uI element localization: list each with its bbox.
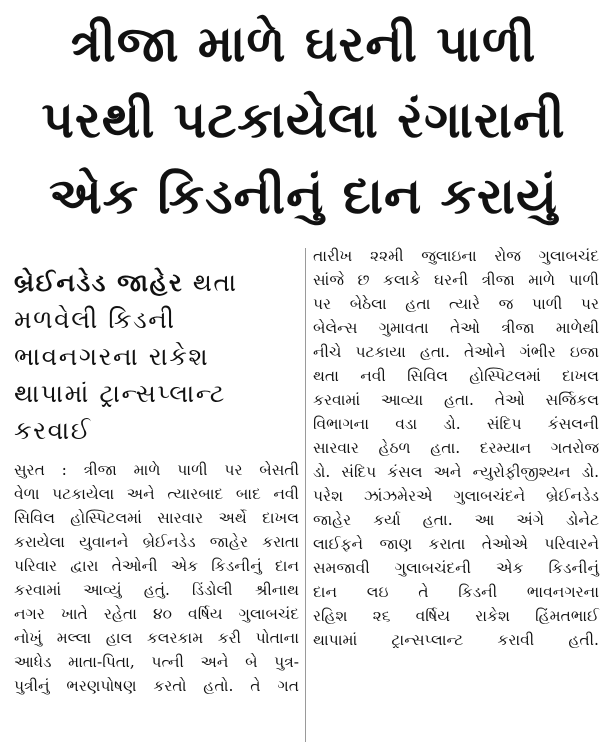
body-right-column [313,244,599,652]
body-line: પરેશ ઝાંઝમેરએ ગુલાબચંદને બ્રેઈનડેડ [313,487,599,505]
body-line: સુરત : ત્રીજા માળે પાળી પર બેસતી [14,461,299,479]
body-line: સિવિલ હોસ્પિટલમાં સારવાર અર્થે દાખલ [14,509,299,527]
body-line: જાહેર કર્યા હતા. આ અંગે ડોનેટ [313,511,599,529]
subhead-line-3: ભાવનગરના રાકેશ [14,342,210,371]
subhead-line-5: કરવાઈ [14,416,92,445]
body-line: થાપામાં ટ્રાન્સપ્લાન્ટ કરાવી હતી. [313,631,599,649]
body-line: નીચે પટકાયા હતા. તેઓને ગંભીર ઇજા [313,343,599,361]
body-line: સમજાવી ગુલાબચંદની એક કિડનીનું [313,559,599,577]
body-line: રહિશ ૨૬ વર્ષિય રાકેશ હિંમતભાઈ [313,607,599,625]
body-line: ડો. સંદિપ કંસલ અને ન્યુરોફીજીશ્યન ડો. [313,463,599,481]
body-line: તારીખ ૨૨મી જુલાઇના રોજ ગુલાબચંદ [313,247,599,265]
headline [0,6,607,234]
body-line: કરવામાં આવ્યું હતું. ડિંડોલી શ્રીનાથ [14,581,299,599]
body-line: આધેડ માતા-પિતા, પત્ની અને બે પુત્ર- [14,653,299,671]
body-line: બેલેન્સ ગુમાવતા તેઓ ત્રીજા માળેથી [313,319,599,337]
body-line: સારવાર હેઠળ હતા. દરમ્યાન ગતરોજ [313,439,599,457]
body-line: નોખું મલ્લા હાલ કલરકામ કરી પોતાના [14,629,299,647]
headline-line-1: ત્રીજા માળે ઘરની પાળી [70,15,537,73]
subhead-line-1 [14,264,292,301]
headline-line-2: પરથી પટકાયેલા રંગારાની [41,91,566,149]
body-line: વિભાગના વડા ડો. સંદિપ કંસલની [313,415,599,433]
body-line: પુત્રીનું ભરણપોષણ કરતો હતો. તે ગત [14,677,299,695]
body-line: પરિવાર દ્વારા તેઓની એક કિડનીનું દાન [14,557,299,575]
body-line: કરવામાં આવ્યા હતા. તેઓ સર્જિકલ [313,391,599,409]
body-line: સાંજે છ કલાકે ઘરની ત્રીજા માળે પાળી [313,271,599,289]
headline-line-3: એક કિડનીનું દાન કરાયું [49,167,558,225]
subhead-bold-phrase: બ્રેઈનડેડ જાહેર [14,268,184,297]
body-line: વેળા પટકાયેલા અને ત્યારબાદ બાદ નવી [14,485,299,503]
body-line: લાઈફને જાણ કરાતા તેઓએ પરિવારને [313,535,599,553]
body-line: નગર ખાતે રહેતા ૪૦ વર્ષિય ગુલાબચંદ [14,605,299,623]
subhead-line-2: મળવેલી કિડની [14,305,176,334]
body-line: પર બેઠેલા હતા ત્યારે જ પાળી પર [313,295,599,313]
column-divider [305,248,306,742]
subhead-line-1-rest: થતા [183,268,238,297]
body-left-column [14,458,299,698]
body-line: દાન લઇ તે કિડની ભાવનગરના [313,583,599,601]
subheadline [14,264,292,449]
body-line: કરાયેલા યુવાનને બ્રેઈનડેડ જાહેર કરાતા [14,533,299,551]
body-line: થતા નવી સિવિલ હોસ્પિટલમાં દાખલ [313,367,599,385]
subhead-line-4: થાપામાં ટ્રાન્સપ્લાન્ટ [14,379,226,408]
